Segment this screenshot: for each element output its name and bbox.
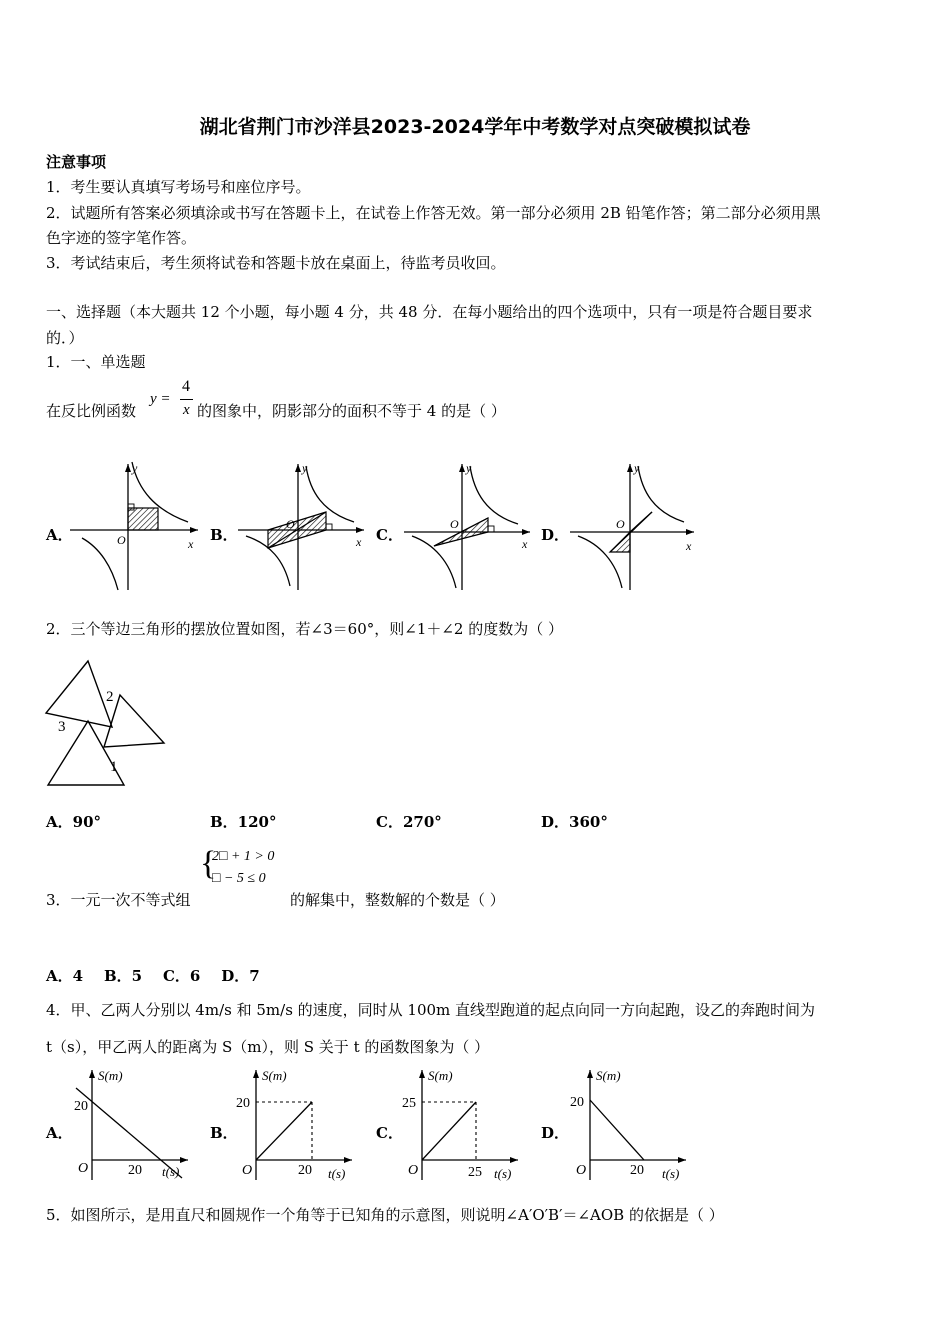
- formula-y: y =: [150, 391, 171, 407]
- x-axis-label: x: [356, 535, 362, 549]
- x-axis-label: t(s): [162, 1164, 180, 1179]
- q2-option-a: A．90°: [46, 813, 102, 831]
- q1-formula: [150, 378, 198, 424]
- formula-numerator: 4: [182, 378, 190, 395]
- origin-label: O: [450, 517, 459, 531]
- q2-triangles-figure: [44, 657, 169, 789]
- q2-option-c: C．270°: [376, 813, 442, 831]
- x-tick-label: 20: [298, 1163, 312, 1178]
- q1-option-label: A．: [46, 526, 73, 544]
- q1-stem-post: 的图象中，阴影部分的面积不等于 4 的是（ ）: [197, 402, 506, 420]
- y-axis-label: S(m): [428, 1068, 453, 1083]
- q4-graph-c: [402, 1066, 522, 1182]
- q3-stem-post: 的解集中，整数解的个数是（ ）: [290, 891, 505, 909]
- y-tick-label: 20: [74, 1099, 88, 1114]
- origin-label: O: [408, 1163, 419, 1178]
- q2-stem: 2．三个等边三角形的摆放位置如图，若∠3＝60°，则∠1＋∠2 的度数为（ ）: [46, 620, 564, 638]
- q1-graph-a: [70, 462, 206, 590]
- x-axis-label: t(s): [662, 1166, 680, 1181]
- section-heading: 一、选择题（本大题共 12 个小题，每小题 4 分，共 48 分．在每小题给出的四个选项中，只有一项是符合题目要求: [46, 303, 813, 321]
- q5-stem: 5．如图所示，是用直尺和圆规作一个角等于已知角的示意图，则说明∠A′O′B′＝∠AOB 的依据是（ ）: [46, 1206, 724, 1224]
- q4-option-label: C．: [376, 1124, 403, 1142]
- notice-item: 色字迹的签字笔作答。: [46, 229, 197, 247]
- q4-graph-b: [236, 1066, 356, 1182]
- y-axis-label: S(m): [98, 1068, 123, 1083]
- inequality-1: 2□ + 1 > 0: [212, 849, 275, 864]
- x-axis-label: t(s): [328, 1166, 346, 1181]
- q1-option-label: D．: [541, 526, 570, 544]
- q1-option-label: C．: [376, 526, 403, 544]
- origin-label: O: [576, 1163, 587, 1178]
- y-tick-label: 25: [402, 1096, 416, 1111]
- q1-graph-d: [570, 462, 702, 590]
- y-axis-label: y: [302, 461, 308, 475]
- q1-stem-pre: 在反比例函数: [46, 402, 137, 420]
- y-axis-label: y: [466, 461, 472, 475]
- section-subheading: 1．一、单选题: [46, 353, 146, 371]
- inequality-2: □ − 5 ≤ 0: [212, 871, 266, 886]
- angle-label-1: 1: [110, 759, 118, 775]
- notice-item: 2．试题所有答案必须填涂或书写在答题卡上，在试卷上作答无效。第一部分必须用 2B 铅笔作答；第二部分必须用黑: [46, 204, 821, 222]
- y-axis-label: y: [634, 461, 640, 475]
- q3-options: A．4 B．5 C．6 D．7: [46, 967, 260, 985]
- x-axis-label: t(s): [494, 1166, 512, 1181]
- q1-graph-b: [238, 462, 372, 590]
- q4-option-label: A．: [46, 1124, 73, 1142]
- y-tick-label: 20: [570, 1095, 584, 1110]
- notice-item: 1．考生要认真填写考场号和座位序号。: [46, 178, 311, 196]
- notice-heading: 注意事项: [46, 153, 107, 171]
- y-axis-label: y: [132, 461, 138, 475]
- q4-stem-line1: 4．甲、乙两人分别以 4m/s 和 5m/s 的速度，同时从 100m 直线型跑道的起点向同一方向起跑，设乙的奔跑时间为: [46, 1001, 816, 1019]
- q3-stem-pre: 3．一元一次不等式组: [46, 891, 191, 909]
- origin-label: O: [242, 1163, 253, 1178]
- origin-label: O: [286, 517, 295, 531]
- page-title: 湖北省荆门市沙洋县2023-2024学年中考数学对点突破模拟试卷: [199, 116, 751, 138]
- x-axis-label: x: [188, 537, 194, 551]
- q4-graph-a: [72, 1066, 192, 1182]
- y-axis-label: S(m): [596, 1068, 621, 1083]
- origin-label: O: [616, 517, 625, 531]
- q4-stem-line2: t（s），甲乙两人的距离为 S（m），则 S 关于 t 的函数图象为（ ）: [46, 1038, 490, 1056]
- q2-option-d: D．360°: [541, 813, 608, 831]
- origin-label: O: [78, 1161, 89, 1176]
- notice-item: 3．考试结束后，考生须将试卷和答题卡放在桌面上，待监考员收回。: [46, 254, 506, 272]
- q4-option-label: D．: [541, 1124, 570, 1142]
- angle-label-3: 3: [58, 719, 66, 735]
- y-tick-label: 20: [236, 1096, 250, 1111]
- x-axis-label: x: [522, 537, 528, 551]
- x-tick-label: 20: [128, 1163, 142, 1178]
- q1-option-label: B．: [210, 526, 238, 544]
- section-heading-cont: 的．）: [46, 329, 84, 347]
- q4-option-label: B．: [210, 1124, 238, 1142]
- x-axis-label: x: [686, 539, 692, 553]
- angle-label-2: 2: [106, 689, 114, 705]
- q2-option-b: B．120°: [210, 813, 277, 831]
- y-axis-label: S(m): [262, 1068, 287, 1083]
- q4-graph-d: [570, 1066, 690, 1182]
- x-tick-label: 25: [468, 1165, 482, 1180]
- x-tick-label: 20: [630, 1163, 644, 1178]
- formula-denominator: x: [183, 402, 190, 418]
- origin-label: O: [117, 533, 126, 547]
- q1-graph-c: [404, 462, 538, 590]
- q3-inequality-system: { 2□ + 1 > 0 □ − 5 ≤ 0: [200, 845, 275, 886]
